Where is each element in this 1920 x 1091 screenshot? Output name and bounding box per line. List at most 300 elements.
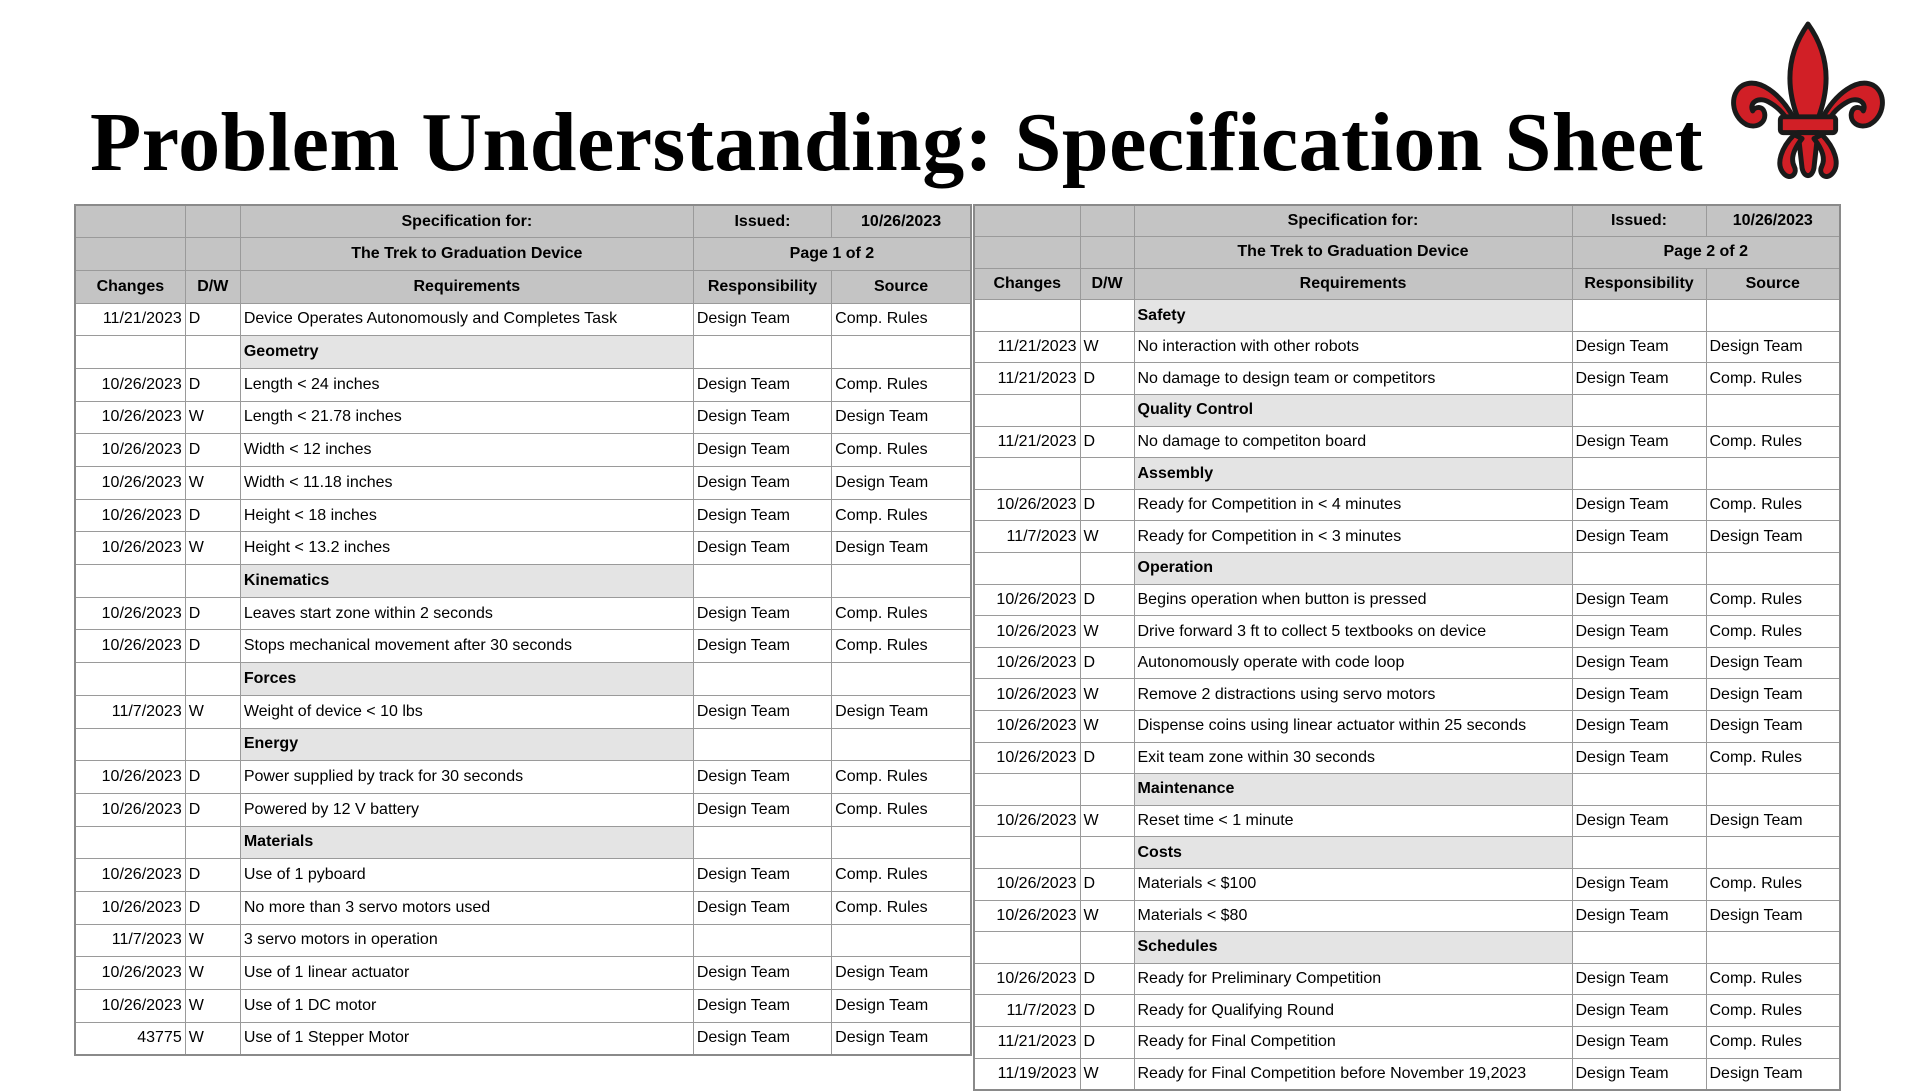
responsibility-cell <box>1572 932 1706 964</box>
section-title: Maintenance <box>1134 774 1572 806</box>
requirement-cell: Height < 18 inches <box>240 499 693 532</box>
changes-date: 11/21/2023 <box>974 1026 1080 1058</box>
changes-date: 10/26/2023 <box>974 742 1080 774</box>
responsibility-cell: Design Team <box>1572 647 1706 679</box>
requirement-cell: Use of 1 linear actuator <box>240 957 693 990</box>
requirement-cell: Leaves start zone within 2 seconds <box>240 597 693 630</box>
requirement-cell: Materials < $100 <box>1134 868 1572 900</box>
responsibility-cell: Design Team <box>693 630 831 663</box>
changes-date: 10/26/2023 <box>75 990 185 1023</box>
table-row <box>974 900 1840 932</box>
source-cell <box>832 826 971 859</box>
responsibility-cell <box>1572 300 1706 332</box>
table-row <box>75 467 971 500</box>
header-blank <box>974 205 1080 237</box>
requirement-cell: Reset time < 1 minute <box>1134 805 1572 837</box>
source-cell: Design Team <box>832 695 971 728</box>
table-row <box>974 521 1840 553</box>
responsibility-cell: Design Team <box>693 467 831 500</box>
dw-cell: W <box>1080 900 1134 932</box>
dw-cell: W <box>185 695 240 728</box>
requirement-cell: Use of 1 DC motor <box>240 990 693 1023</box>
dw-cell <box>185 728 240 761</box>
section-row <box>974 395 1840 427</box>
changes-date: 10/26/2023 <box>75 761 185 794</box>
requirement-cell: Remove 2 distractions using servo motors <box>1134 679 1572 711</box>
changes-date: 10/26/2023 <box>974 805 1080 837</box>
table-row <box>75 761 971 794</box>
table-row <box>974 584 1840 616</box>
table-row <box>974 1026 1840 1058</box>
col-header-changes: Changes <box>974 268 1080 300</box>
source-cell: Comp. Rules <box>1706 742 1840 774</box>
source-cell: Comp. Rules <box>832 499 971 532</box>
responsibility-cell: Design Team <box>693 532 831 565</box>
requirement-cell: Use of 1 Stepper Motor <box>240 1022 693 1055</box>
source-cell <box>1706 300 1840 332</box>
spec-table-body <box>974 205 1840 1090</box>
table-row <box>75 957 971 990</box>
col-header-requirements: Requirements <box>240 270 693 303</box>
section-row <box>974 553 1840 585</box>
table-row <box>974 489 1840 521</box>
responsibility-cell <box>693 336 831 369</box>
responsibility-cell: Design Team <box>1572 521 1706 553</box>
changes-date: 11/21/2023 <box>974 363 1080 395</box>
responsibility-cell: Design Team <box>693 990 831 1023</box>
source-cell: Comp. Rules <box>832 859 971 892</box>
source-cell: Comp. Rules <box>1706 584 1840 616</box>
dw-cell <box>1080 458 1134 490</box>
table-row <box>974 426 1840 458</box>
changes-date: 10/26/2023 <box>974 647 1080 679</box>
header-blank <box>75 238 185 271</box>
source-cell <box>832 924 971 957</box>
dw-cell: W <box>1080 521 1134 553</box>
responsibility-cell: Design Team <box>1572 868 1706 900</box>
issued-label: Issued: <box>1572 205 1706 237</box>
section-row <box>974 300 1840 332</box>
dw-cell <box>185 565 240 598</box>
changes-cell <box>974 458 1080 490</box>
changes-date: 11/19/2023 <box>974 1058 1080 1090</box>
dw-cell: D <box>185 597 240 630</box>
dw-cell: D <box>185 761 240 794</box>
header-row-device <box>75 238 971 271</box>
section-row <box>75 728 971 761</box>
source-cell <box>832 336 971 369</box>
requirement-cell: Stops mechanical movement after 30 seconds <box>240 630 693 663</box>
page-number: Page 2 of 2 <box>1572 237 1840 269</box>
responsibility-cell <box>1572 837 1706 869</box>
changes-date: 10/26/2023 <box>974 900 1080 932</box>
col-header-source: Source <box>832 270 971 303</box>
dw-cell: W <box>185 924 240 957</box>
source-cell <box>832 565 971 598</box>
section-title: Energy <box>240 728 693 761</box>
dw-cell: W <box>185 532 240 565</box>
requirement-cell: Dispense coins using linear actuator within 25 seconds <box>1134 711 1572 743</box>
requirement-cell: Width < 12 inches <box>240 434 693 467</box>
dw-cell: W <box>1080 711 1134 743</box>
dw-cell <box>185 826 240 859</box>
responsibility-cell: Design Team <box>693 1022 831 1055</box>
fleur-de-lis-icon <box>1729 20 1887 188</box>
source-cell: Design Team <box>832 401 971 434</box>
section-row <box>974 774 1840 806</box>
dw-cell: D <box>185 303 240 336</box>
section-title: Costs <box>1134 837 1572 869</box>
responsibility-cell: Design Team <box>1572 742 1706 774</box>
spec-table-body <box>75 205 971 1055</box>
responsibility-cell: Design Team <box>1572 963 1706 995</box>
table-row <box>75 695 971 728</box>
changes-cell <box>974 553 1080 585</box>
dw-cell: D <box>185 434 240 467</box>
column-header-row <box>974 268 1840 300</box>
changes-date: 10/26/2023 <box>974 616 1080 648</box>
source-cell: Comp. Rules <box>832 303 971 336</box>
section-title: Quality Control <box>1134 395 1572 427</box>
source-cell: Comp. Rules <box>832 891 971 924</box>
changes-date: 10/26/2023 <box>75 793 185 826</box>
requirement-cell: Power supplied by track for 30 seconds <box>240 761 693 794</box>
header-blank <box>75 205 185 238</box>
dw-cell: D <box>185 859 240 892</box>
section-title: Geometry <box>240 336 693 369</box>
requirement-cell: Width < 11.18 inches <box>240 467 693 500</box>
section-row <box>974 458 1840 490</box>
requirement-cell: Autonomously operate with code loop <box>1134 647 1572 679</box>
changes-cell <box>75 663 185 696</box>
source-cell <box>1706 553 1840 585</box>
table-row <box>974 995 1840 1027</box>
changes-date: 10/26/2023 <box>75 859 185 892</box>
page-number: Page 1 of 2 <box>693 238 971 271</box>
responsibility-cell: Design Team <box>693 434 831 467</box>
requirement-cell: Exit team zone within 30 seconds <box>1134 742 1572 774</box>
changes-date: 10/26/2023 <box>75 467 185 500</box>
responsibility-cell: Design Team <box>1572 331 1706 363</box>
source-cell <box>832 728 971 761</box>
responsibility-cell: Design Team <box>1572 489 1706 521</box>
dw-cell: D <box>1080 742 1134 774</box>
source-cell <box>832 663 971 696</box>
source-cell: Comp. Rules <box>1706 363 1840 395</box>
source-cell: Comp. Rules <box>832 793 971 826</box>
requirement-cell: No damage to design team or competitors <box>1134 363 1572 395</box>
dw-cell: D <box>1080 868 1134 900</box>
dw-cell: W <box>185 467 240 500</box>
table-row <box>75 990 971 1023</box>
section-row <box>974 932 1840 964</box>
table-row <box>974 647 1840 679</box>
section-title: Kinematics <box>240 565 693 598</box>
requirement-cell: Ready for Preliminary Competition <box>1134 963 1572 995</box>
source-cell: Design Team <box>832 467 971 500</box>
responsibility-cell: Design Team <box>1572 1026 1706 1058</box>
source-cell: Design Team <box>1706 647 1840 679</box>
header-blank <box>1080 237 1134 269</box>
issued-date: 10/26/2023 <box>832 205 971 238</box>
requirement-cell: Ready for Competition in < 3 minutes <box>1134 521 1572 553</box>
table-row <box>75 434 971 467</box>
changes-date: 10/26/2023 <box>75 532 185 565</box>
responsibility-cell <box>1572 774 1706 806</box>
section-title: Schedules <box>1134 932 1572 964</box>
source-cell <box>1706 395 1840 427</box>
dw-cell: W <box>1080 331 1134 363</box>
changes-date: 11/7/2023 <box>75 695 185 728</box>
source-cell <box>1706 837 1840 869</box>
changes-date: 11/7/2023 <box>974 995 1080 1027</box>
source-cell: Design Team <box>832 957 971 990</box>
dw-cell <box>1080 932 1134 964</box>
section-row <box>75 565 971 598</box>
responsibility-cell: Design Team <box>1572 995 1706 1027</box>
source-cell: Comp. Rules <box>1706 868 1840 900</box>
table-row <box>75 1022 971 1055</box>
dw-cell: D <box>185 793 240 826</box>
dw-cell: W <box>1080 679 1134 711</box>
table-row <box>75 630 971 663</box>
changes-date: 10/26/2023 <box>974 584 1080 616</box>
responsibility-cell: Design Team <box>1572 900 1706 932</box>
header-row-spec <box>974 205 1840 237</box>
responsibility-cell: Design Team <box>693 303 831 336</box>
table-row <box>75 793 971 826</box>
table-row <box>974 742 1840 774</box>
source-cell: Design Team <box>832 532 971 565</box>
header-blank <box>185 238 240 271</box>
source-cell: Comp. Rules <box>1706 1026 1840 1058</box>
issued-label: Issued: <box>693 205 831 238</box>
dw-cell: D <box>1080 363 1134 395</box>
header-row-device <box>974 237 1840 269</box>
changes-date: 10/26/2023 <box>75 434 185 467</box>
requirement-cell: Length < 21.78 inches <box>240 401 693 434</box>
changes-cell <box>75 336 185 369</box>
requirement-cell: Begins operation when button is pressed <box>1134 584 1572 616</box>
responsibility-cell: Design Team <box>693 761 831 794</box>
col-header-requirements: Requirements <box>1134 268 1572 300</box>
changes-date: 11/21/2023 <box>974 331 1080 363</box>
dw-cell <box>185 663 240 696</box>
changes-cell <box>75 565 185 598</box>
table-row <box>75 597 971 630</box>
responsibility-cell <box>693 826 831 859</box>
dw-cell: W <box>1080 616 1134 648</box>
requirement-cell: Powered by 12 V battery <box>240 793 693 826</box>
responsibility-cell: Design Team <box>1572 1058 1706 1090</box>
source-cell: Design Team <box>832 990 971 1023</box>
responsibility-cell <box>1572 458 1706 490</box>
dw-cell <box>1080 553 1134 585</box>
section-row <box>75 826 971 859</box>
col-header-source: Source <box>1706 268 1840 300</box>
source-cell: Design Team <box>1706 1058 1840 1090</box>
source-cell: Design Team <box>1706 711 1840 743</box>
dw-cell: D <box>1080 584 1134 616</box>
dw-cell: D <box>1080 963 1134 995</box>
col-header-dw: D/W <box>185 270 240 303</box>
table-row <box>75 303 971 336</box>
table-row <box>75 368 971 401</box>
responsibility-cell: Design Team <box>1572 679 1706 711</box>
changes-date: 10/26/2023 <box>75 368 185 401</box>
spec-table-page-1 <box>74 204 972 1056</box>
requirement-cell: Use of 1 pyboard <box>240 859 693 892</box>
responsibility-cell: Design Team <box>693 891 831 924</box>
requirement-cell: Drive forward 3 ft to collect 5 textbooks on device <box>1134 616 1572 648</box>
dw-cell: D <box>185 368 240 401</box>
table-row <box>75 401 971 434</box>
header-blank <box>1080 205 1134 237</box>
responsibility-cell <box>1572 553 1706 585</box>
section-row <box>75 336 971 369</box>
device-name: The Trek to Graduation Device <box>1134 237 1572 269</box>
header-row-spec <box>75 205 971 238</box>
source-cell: Design Team <box>1706 331 1840 363</box>
dw-cell: W <box>185 1022 240 1055</box>
responsibility-cell: Design Team <box>693 597 831 630</box>
table-row <box>75 859 971 892</box>
changes-date: 10/26/2023 <box>75 401 185 434</box>
dw-cell: W <box>185 990 240 1023</box>
changes-date: 10/26/2023 <box>75 957 185 990</box>
responsibility-cell <box>693 924 831 957</box>
requirement-cell: Weight of device < 10 lbs <box>240 695 693 728</box>
section-title: Safety <box>1134 300 1572 332</box>
responsibility-cell: Design Team <box>1572 426 1706 458</box>
dw-cell: D <box>185 891 240 924</box>
dw-cell <box>1080 395 1134 427</box>
requirement-cell: Ready for Qualifying Round <box>1134 995 1572 1027</box>
responsibility-cell: Design Team <box>1572 363 1706 395</box>
dw-cell: D <box>185 630 240 663</box>
section-title: Materials <box>240 826 693 859</box>
changes-date: 10/26/2023 <box>974 489 1080 521</box>
table-row <box>974 363 1840 395</box>
source-cell: Comp. Rules <box>832 434 971 467</box>
responsibility-cell <box>693 663 831 696</box>
table-row <box>75 532 971 565</box>
source-cell: Design Team <box>832 1022 971 1055</box>
dw-cell <box>1080 774 1134 806</box>
issued-date: 10/26/2023 <box>1706 205 1840 237</box>
dw-cell: D <box>1080 426 1134 458</box>
col-header-responsibility: Responsibility <box>1572 268 1706 300</box>
responsibility-cell: Design Team <box>1572 805 1706 837</box>
requirement-cell: Materials < $80 <box>1134 900 1572 932</box>
header-blank <box>974 237 1080 269</box>
table-row <box>974 1058 1840 1090</box>
dw-cell: D <box>1080 1026 1134 1058</box>
changes-cell <box>974 395 1080 427</box>
source-cell: Comp. Rules <box>832 368 971 401</box>
changes-date: 10/26/2023 <box>75 891 185 924</box>
header-blank <box>185 205 240 238</box>
responsibility-cell <box>693 728 831 761</box>
changes-date: 10/26/2023 <box>75 499 185 532</box>
table-row <box>974 711 1840 743</box>
dw-cell: W <box>1080 805 1134 837</box>
dw-cell: W <box>185 957 240 990</box>
requirement-cell: Ready for Final Competition <box>1134 1026 1572 1058</box>
source-cell <box>1706 932 1840 964</box>
requirement-cell: 3 servo motors in operation <box>240 924 693 957</box>
changes-cell <box>974 837 1080 869</box>
source-cell: Design Team <box>1706 679 1840 711</box>
source-cell: Comp. Rules <box>1706 426 1840 458</box>
changes-date: 10/26/2023 <box>75 597 185 630</box>
responsibility-cell: Design Team <box>693 695 831 728</box>
requirement-cell: Device Operates Autonomously and Completes Task <box>240 303 693 336</box>
source-cell <box>1706 774 1840 806</box>
responsibility-cell: Design Team <box>693 859 831 892</box>
source-cell: Comp. Rules <box>832 597 971 630</box>
responsibility-cell: Design Team <box>693 401 831 434</box>
changes-date: 10/26/2023 <box>974 868 1080 900</box>
source-cell: Design Team <box>1706 900 1840 932</box>
table-row <box>974 679 1840 711</box>
requirement-cell: No interaction with other robots <box>1134 331 1572 363</box>
changes-date: 10/26/2023 <box>75 630 185 663</box>
source-cell: Comp. Rules <box>832 761 971 794</box>
responsibility-cell: Design Team <box>693 793 831 826</box>
table-row <box>974 616 1840 648</box>
responsibility-cell: Design Team <box>1572 711 1706 743</box>
requirement-cell: No more than 3 servo motors used <box>240 891 693 924</box>
requirement-cell: Ready for Competition in < 4 minutes <box>1134 489 1572 521</box>
changes-date: 11/21/2023 <box>974 426 1080 458</box>
source-cell: Comp. Rules <box>832 630 971 663</box>
changes-cell <box>974 932 1080 964</box>
responsibility-cell: Design Team <box>693 368 831 401</box>
dw-cell: D <box>1080 995 1134 1027</box>
dw-cell: W <box>185 401 240 434</box>
changes-date: 10/26/2023 <box>974 711 1080 743</box>
dw-cell: W <box>1080 1058 1134 1090</box>
changes-date: 43775 <box>75 1022 185 1055</box>
dw-cell: D <box>1080 489 1134 521</box>
section-row <box>75 663 971 696</box>
table-row <box>974 963 1840 995</box>
changes-date: 10/26/2023 <box>974 679 1080 711</box>
requirement-cell: Length < 24 inches <box>240 368 693 401</box>
section-title: Forces <box>240 663 693 696</box>
responsibility-cell <box>1572 395 1706 427</box>
changes-cell <box>974 774 1080 806</box>
spec-for-label: Specification for: <box>1134 205 1572 237</box>
changes-cell <box>974 300 1080 332</box>
requirement-cell: No damage to competiton board <box>1134 426 1572 458</box>
table-row <box>75 924 971 957</box>
table-row <box>974 868 1840 900</box>
source-cell: Comp. Rules <box>1706 995 1840 1027</box>
responsibility-cell: Design Team <box>693 499 831 532</box>
section-row <box>974 837 1840 869</box>
dw-cell <box>1080 300 1134 332</box>
spec-table-page-2 <box>973 204 1841 1091</box>
device-name: The Trek to Graduation Device <box>240 238 693 271</box>
changes-date: 11/21/2023 <box>75 303 185 336</box>
dw-cell: D <box>185 499 240 532</box>
requirement-cell: Height < 13.2 inches <box>240 532 693 565</box>
section-title: Operation <box>1134 553 1572 585</box>
section-title: Assembly <box>1134 458 1572 490</box>
source-cell: Design Team <box>1706 805 1840 837</box>
